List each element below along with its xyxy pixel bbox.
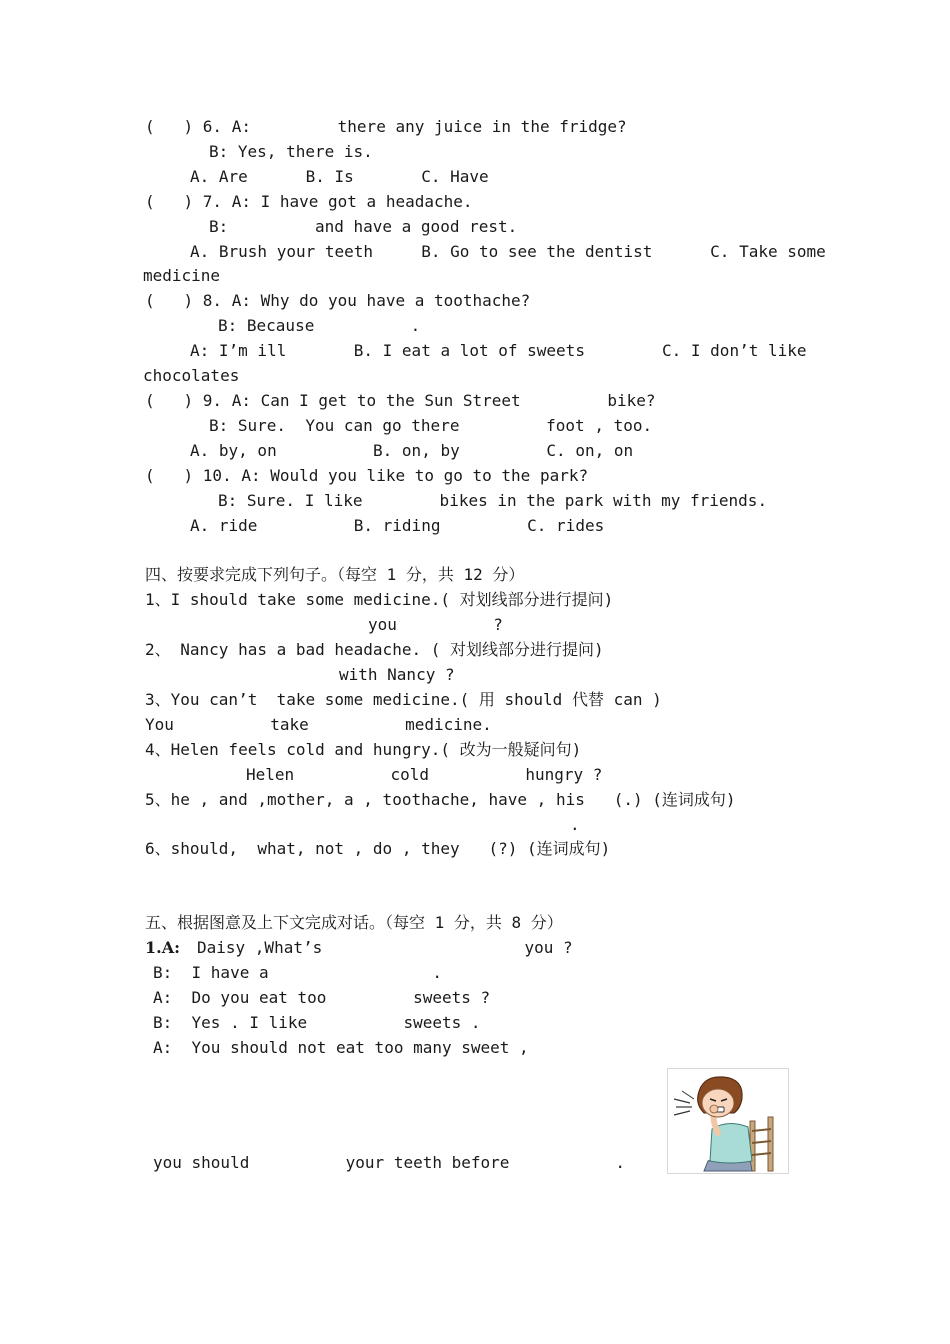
- q6-line: ( ) 6. A: there any juice in the fridge?: [145, 117, 627, 136]
- section4-title: 四、按要求完成下列句子。（每空 1 分，共 12 分）: [145, 565, 525, 584]
- s4-item-5: 5、he , and ,mother, a , toothache, have , his (.) (连词成句): [145, 790, 736, 809]
- q9-line: ( ) 9. A: Can I get to the Sun Street bike?: [145, 391, 656, 410]
- q7-answer-line: B: and have a good rest.: [209, 217, 518, 236]
- s4-item-3-answer: You take medicine.: [145, 715, 492, 734]
- q8-options-cont: chocolates: [143, 366, 240, 385]
- s5-line-5: A: You should not eat too many sweet ,: [153, 1038, 529, 1057]
- s4-item-3: 3、You can’t take some medicine.( 用 should 代替 can ): [145, 690, 662, 709]
- q10-line: ( ) 10. A: Would you like to go to the park?: [145, 466, 589, 485]
- s5-line-6: you should your teeth before .: [153, 1153, 626, 1172]
- q7-line: ( ) 7. A: I have got a headache.: [145, 192, 473, 211]
- q7-options: A. Brush your teeth B. Go to see the dentist C. Take some: [190, 242, 826, 261]
- s5-line-2: B: I have a .: [153, 963, 442, 982]
- q8-line: ( ) 8. A: Why do you have a toothache?: [145, 291, 531, 310]
- s4-item-5-answer: .: [570, 815, 580, 834]
- q9-answer-line: B: Sure. You can go there foot , too.: [209, 416, 653, 435]
- q8-options: A: I’m ill B. I eat a lot of sweets C. I don’t like: [190, 341, 807, 360]
- section5-title: 五、根据图意及上下文完成对话。（每空 1 分，共 8 分）: [145, 913, 563, 932]
- q6-options: A. Are B. Is C. Have: [190, 167, 489, 186]
- s5-line-4: B: Yes . I like sweets .: [153, 1013, 481, 1032]
- s4-item-2-answer: with Nancy ?: [339, 665, 455, 684]
- s4-item-1-answer: you ?: [368, 615, 503, 634]
- q8-answer-line: B: Because .: [218, 316, 421, 335]
- s4-item-1: 1、I should take some medicine.( 对划线部分进行提问): [145, 590, 614, 609]
- toothache-girl-illustration: [668, 1069, 788, 1173]
- s4-item-2: 2、 Nancy has a bad headache. ( 对划线部分进行提问): [145, 640, 604, 659]
- s5-question-label: 1.A:: [145, 938, 181, 957]
- s4-item-4: 4、Helen feels cold and hungry.( 改为一般疑问句): [145, 740, 582, 759]
- q10-options: A. ride B. riding C. rides: [190, 516, 605, 535]
- toothache-girl-image: [667, 1068, 789, 1174]
- s4-item-4-answer: Helen cold hungry ?: [246, 765, 603, 784]
- s5-line-1: Daisy ,What’s you ?: [197, 938, 573, 957]
- q6-answer-line: B: Yes, there is.: [209, 142, 373, 161]
- q7-options-cont: medicine: [143, 266, 221, 285]
- s5-line-3: A: Do you eat too sweets ?: [153, 988, 491, 1007]
- q10-answer-line: B: Sure. I like bikes in the park with my friends.: [218, 491, 768, 510]
- s4-item-6: 6、should, what, not , do , they (?) (连词成句): [145, 839, 611, 858]
- q9-options: A. by, on B. on, by C. on, on: [190, 441, 634, 460]
